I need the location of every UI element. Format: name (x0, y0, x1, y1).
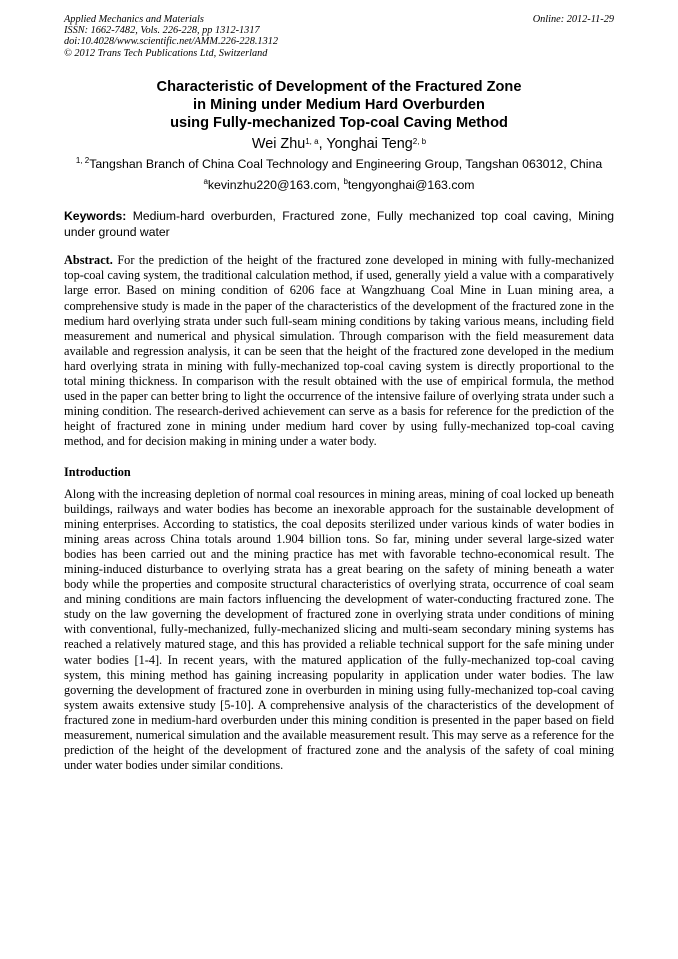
author-separator: , (318, 135, 327, 152)
title-line-3: using Fully-mechanized Top-coal Caving Method (170, 115, 508, 132)
abstract-paragraph (64, 253, 614, 449)
email-b[interactable]: tengyonghai@163.com (347, 177, 475, 192)
author-emails (64, 177, 614, 193)
title-line-1: Characteristic of Development of the Fractured Zone (156, 78, 522, 95)
doi-line[interactable]: doi:10.4028/www.scientific.net/AMM.226-228.1312 (64, 36, 279, 48)
journal-name: Applied Mechanics and Materials (64, 14, 204, 25)
keywords-label: Keywords: (64, 208, 127, 223)
email-separator: , (336, 177, 344, 192)
issn-line: ISSN: 1662-7482, Vols. 226-228, pp 1312-1317 (64, 25, 260, 37)
introduction-heading: Introduction (64, 464, 131, 479)
author-2-affiliation-mark: 2, b (412, 136, 427, 146)
email-mark-a: a (203, 176, 208, 186)
author-name-1: Wei Zhu (251, 135, 306, 152)
copyright-line: © 2012 Trans Tech Publications Ltd, Switzerland (64, 47, 268, 59)
abstract-text: For the prediction of the height of the fractured zone developed in mining with fully-mechanized top-coal caving system, the traditional calculation method, if used, generally yield a value with a comparatively large error. Based on mining condition of 6206 face at Wangzhuang Coal Mine in Luan mining area, a comprehensive study is made in the paper of the characteristics of the development of the fractured zone in the medium hard overlying strata under such full-seam mining conditions by taking various means, including field measurement and numerical and physical simulation. Through comparison with the field measurement data available and regression analysis, it can be seen that the height of the fractured zone developed in the medium hard overlying strata in mining with fully-mechanized top-coal caving system is directly proportional to the total mining thickness. In comparison with the result obtained with the use of empirical formula, the method used in the paper can better bring to light the occurrence of the intensive failure of overlying strata under such a mining condition. The research-derived achievement can serve as a basis for reference for the prediction of the height of fractured zone in mining under medium hard cover by using fully-mechanized top-coal caving method, and for decision making in mining under a water body. (64, 253, 614, 449)
author-list (64, 135, 614, 154)
affiliation (60, 156, 618, 172)
keywords-text: Medium-hard overburden, Fractured zone, Fully mechanized top coal caving, Mining under ground water (64, 208, 614, 239)
title-line-2: in Mining under Medium Hard Overburden (193, 97, 485, 114)
email-a[interactable]: kevinzhu220@163.com (207, 177, 337, 192)
introduction-paragraph: Along with the increasing depletion of normal coal resources in mining areas, mining of coal locked up beneath buildings, railways and water bodies has become an inexorable approach for the sustainable development of mining enterprises. According to statistics, the coal deposits sterilized under various kinds of water bodies in mining areas across China totals around 1.904 billion tons. So far, mining under several large-sized water bodies has been carried out and the mining practice has met with favorable techno-economical result. The mining-induced disturbance to overlying strata has a great bearing on the safety of mining beneath a water body while the properties and composite structural characteristics of overlying strata, occurrence of coal seam and mining conditions are main factors influencing the development of water-conducting fractured zone. The study on the law governing the development of fractured zone in overlying strata under conditions of mining with conventional, fully-mechanized, fully-mechanized slicing and multi-seam secondary mining systems has reached a relatively matured stage, and this has provided a reliable technical support for the safe mining under water bodies [1-4]. In recent years, with the matured application of the fully-mechanized top-coal caving system, this mining method has gaining increasing popularity in application under water bodies. The law governing the development of fractured zone in overburden in mining using fully-mechanized top-coal caving system awaits extensive study [5-10]. A comprehensive analysis of the characteristics of the development of fractured zone in medium-hard overburden under this mining condition is presented in the paper based on field measurement, numerical simulation and the available measurement result. This may serve as a reference for the prediction of the height of the development of fractured zone and the analysis of the safety of coal mining under water bodies under similar conditions. (64, 486, 614, 773)
email-mark-b: b (343, 176, 348, 186)
author-name-2: Yonghai Teng (326, 135, 413, 152)
paper-title (64, 78, 614, 133)
paper-page (64, 14, 614, 773)
keywords-paragraph (64, 208, 614, 241)
online-date: Online: 2012-11-29 (532, 14, 614, 25)
author-1-affiliation-mark: 1, a (305, 136, 319, 146)
abstract-label: Abstract. (64, 253, 113, 268)
journal-header (64, 14, 614, 59)
affiliation-text: Tangshan Branch of China Coal Technology and Engineering Group, Tangshan 063012, China (89, 156, 603, 171)
affiliation-mark: 1, 2 (75, 155, 90, 165)
